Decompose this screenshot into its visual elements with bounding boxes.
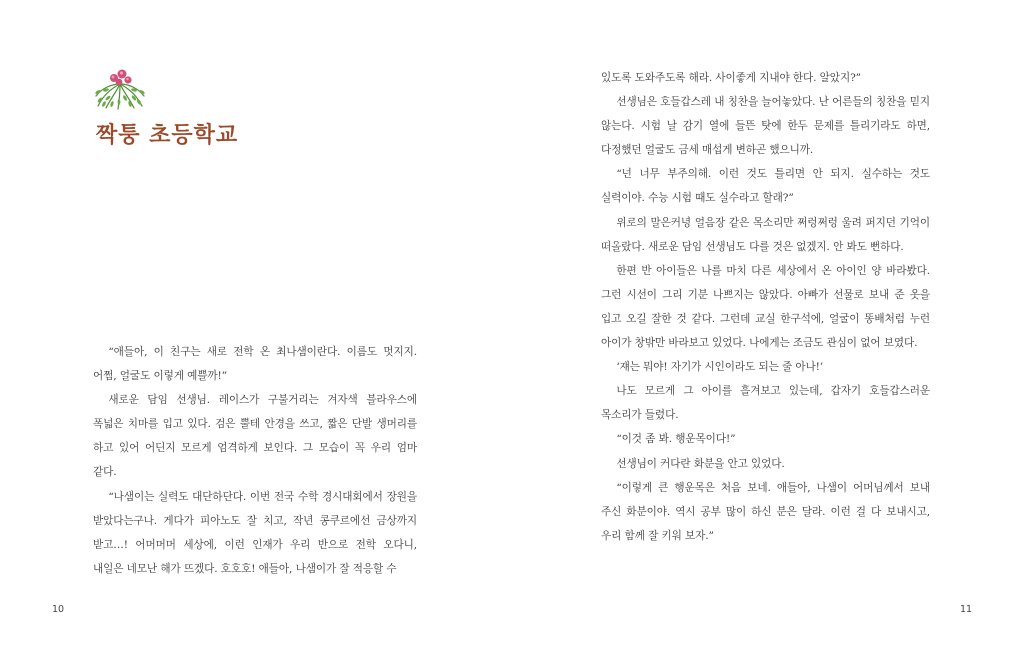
left-page bbox=[0, 0, 511, 665]
paragraph: “나샘이는 실력도 대단하단다. 이번 전국 수학 경시대회에서 장원을 받았다는구나. 게다가 피아노도 잘 치고, 작년 콩쿠르에선 금상까지 받고…! 어머머머 세상에, 이런 인재가 우리 반으로 전학 오다니, 내일은 네모난 해가 뜨겠다. 호호호! 애들아, 나샘이가 잘 적응할 수 bbox=[93, 490, 417, 575]
paragraph: 새로운 담임 선생님. 레이스가 구불거리는 겨자색 블라우스에 폭넓은 치마를 입고 있다. 검은 뿔테 안경을 쓰고, 짧은 단발 생머리를 하고 있어 어딘지 모르게 엄격하게 보인다. 그 모습이 꼭 우리 엄마 같다. bbox=[93, 394, 417, 479]
paragraph: 선생님이 커다란 화분을 안고 있었다. bbox=[616, 457, 785, 470]
paragraph: “넌 너무 부주의해. 이런 것도 틀리면 안 되지. 실수하는 것도 실력이야. 수능 시험 때도 실수라고 할래?” bbox=[601, 168, 930, 205]
left-body-text bbox=[93, 340, 417, 581]
paragraph: ‘쟤는 뭐야! 자기가 시인이라도 되는 줄 아나!’ bbox=[616, 361, 824, 374]
paragraph: 위로의 말은커녕 얼음장 같은 목소리만 쩌렁쩌렁 울려 퍼지던 기억이 떠올랐다. 새로운 담임 선생님도 다를 것은 없겠지. 안 봐도 뻔하다. bbox=[601, 216, 930, 253]
paragraph: “이렇게 큰 행운목은 처음 보네. 애들아, 나샘이 어머님께서 보내 주신 화분이야. 역시 공부 많이 하신 분은 달라. 이런 걸 다 보내시고, 우리 함께 잘 키워 보자.” bbox=[601, 481, 930, 542]
page-number-left: 10 bbox=[52, 604, 65, 615]
paragraph: “애들아, 이 친구는 새로 전학 온 최나샘이란다. 이름도 멋지지. 어쩜, 얼굴도 이렇게 예쁠까!” bbox=[93, 346, 417, 383]
chapter-title: 짝퉁 초등학교 bbox=[96, 123, 239, 148]
paragraph: 있도록 도와주도록 해라. 사이좋게 지내야 한다. 알았지?” bbox=[601, 72, 861, 84]
flower-bouquet-icon bbox=[92, 64, 148, 110]
right-page bbox=[512, 0, 1023, 665]
right-body-text bbox=[601, 66, 930, 548]
paragraph: 한편 반 아이들은 나를 마치 다른 세상에서 온 아이인 양 바라봤다. 그런 시선이 그리 기분 나쁘지는 않았다. 아빠가 선물로 보내 준 옷을 입고 오길 잘한 것 같다. 그런데 교실 한구석에, 얼굴이 똥배처럼 누런 아이가 창밖만 바라보고 있었다. 나에게는 조금도 관심이 없어 보였다. bbox=[601, 264, 930, 350]
page-number-right: 11 bbox=[960, 604, 973, 615]
paragraph: “이것 좀 봐. 행운목이다!” bbox=[616, 433, 736, 446]
paragraph: 선생님은 호들갑스레 내 칭찬을 늘어놓았다. 난 어른들의 칭찬을 믿지 않는다. 시험 날 감기 열에 들뜬 탓에 한두 문제를 틀리기라도 하면, 다정했던 얼굴도 금세 매섭게 변하곤 했으니까. bbox=[601, 96, 930, 157]
paragraph: 나도 모르게 그 아이를 흘겨보고 있는데, 갑자기 호들갑스러운 목소리가 들렸다. bbox=[601, 385, 930, 422]
